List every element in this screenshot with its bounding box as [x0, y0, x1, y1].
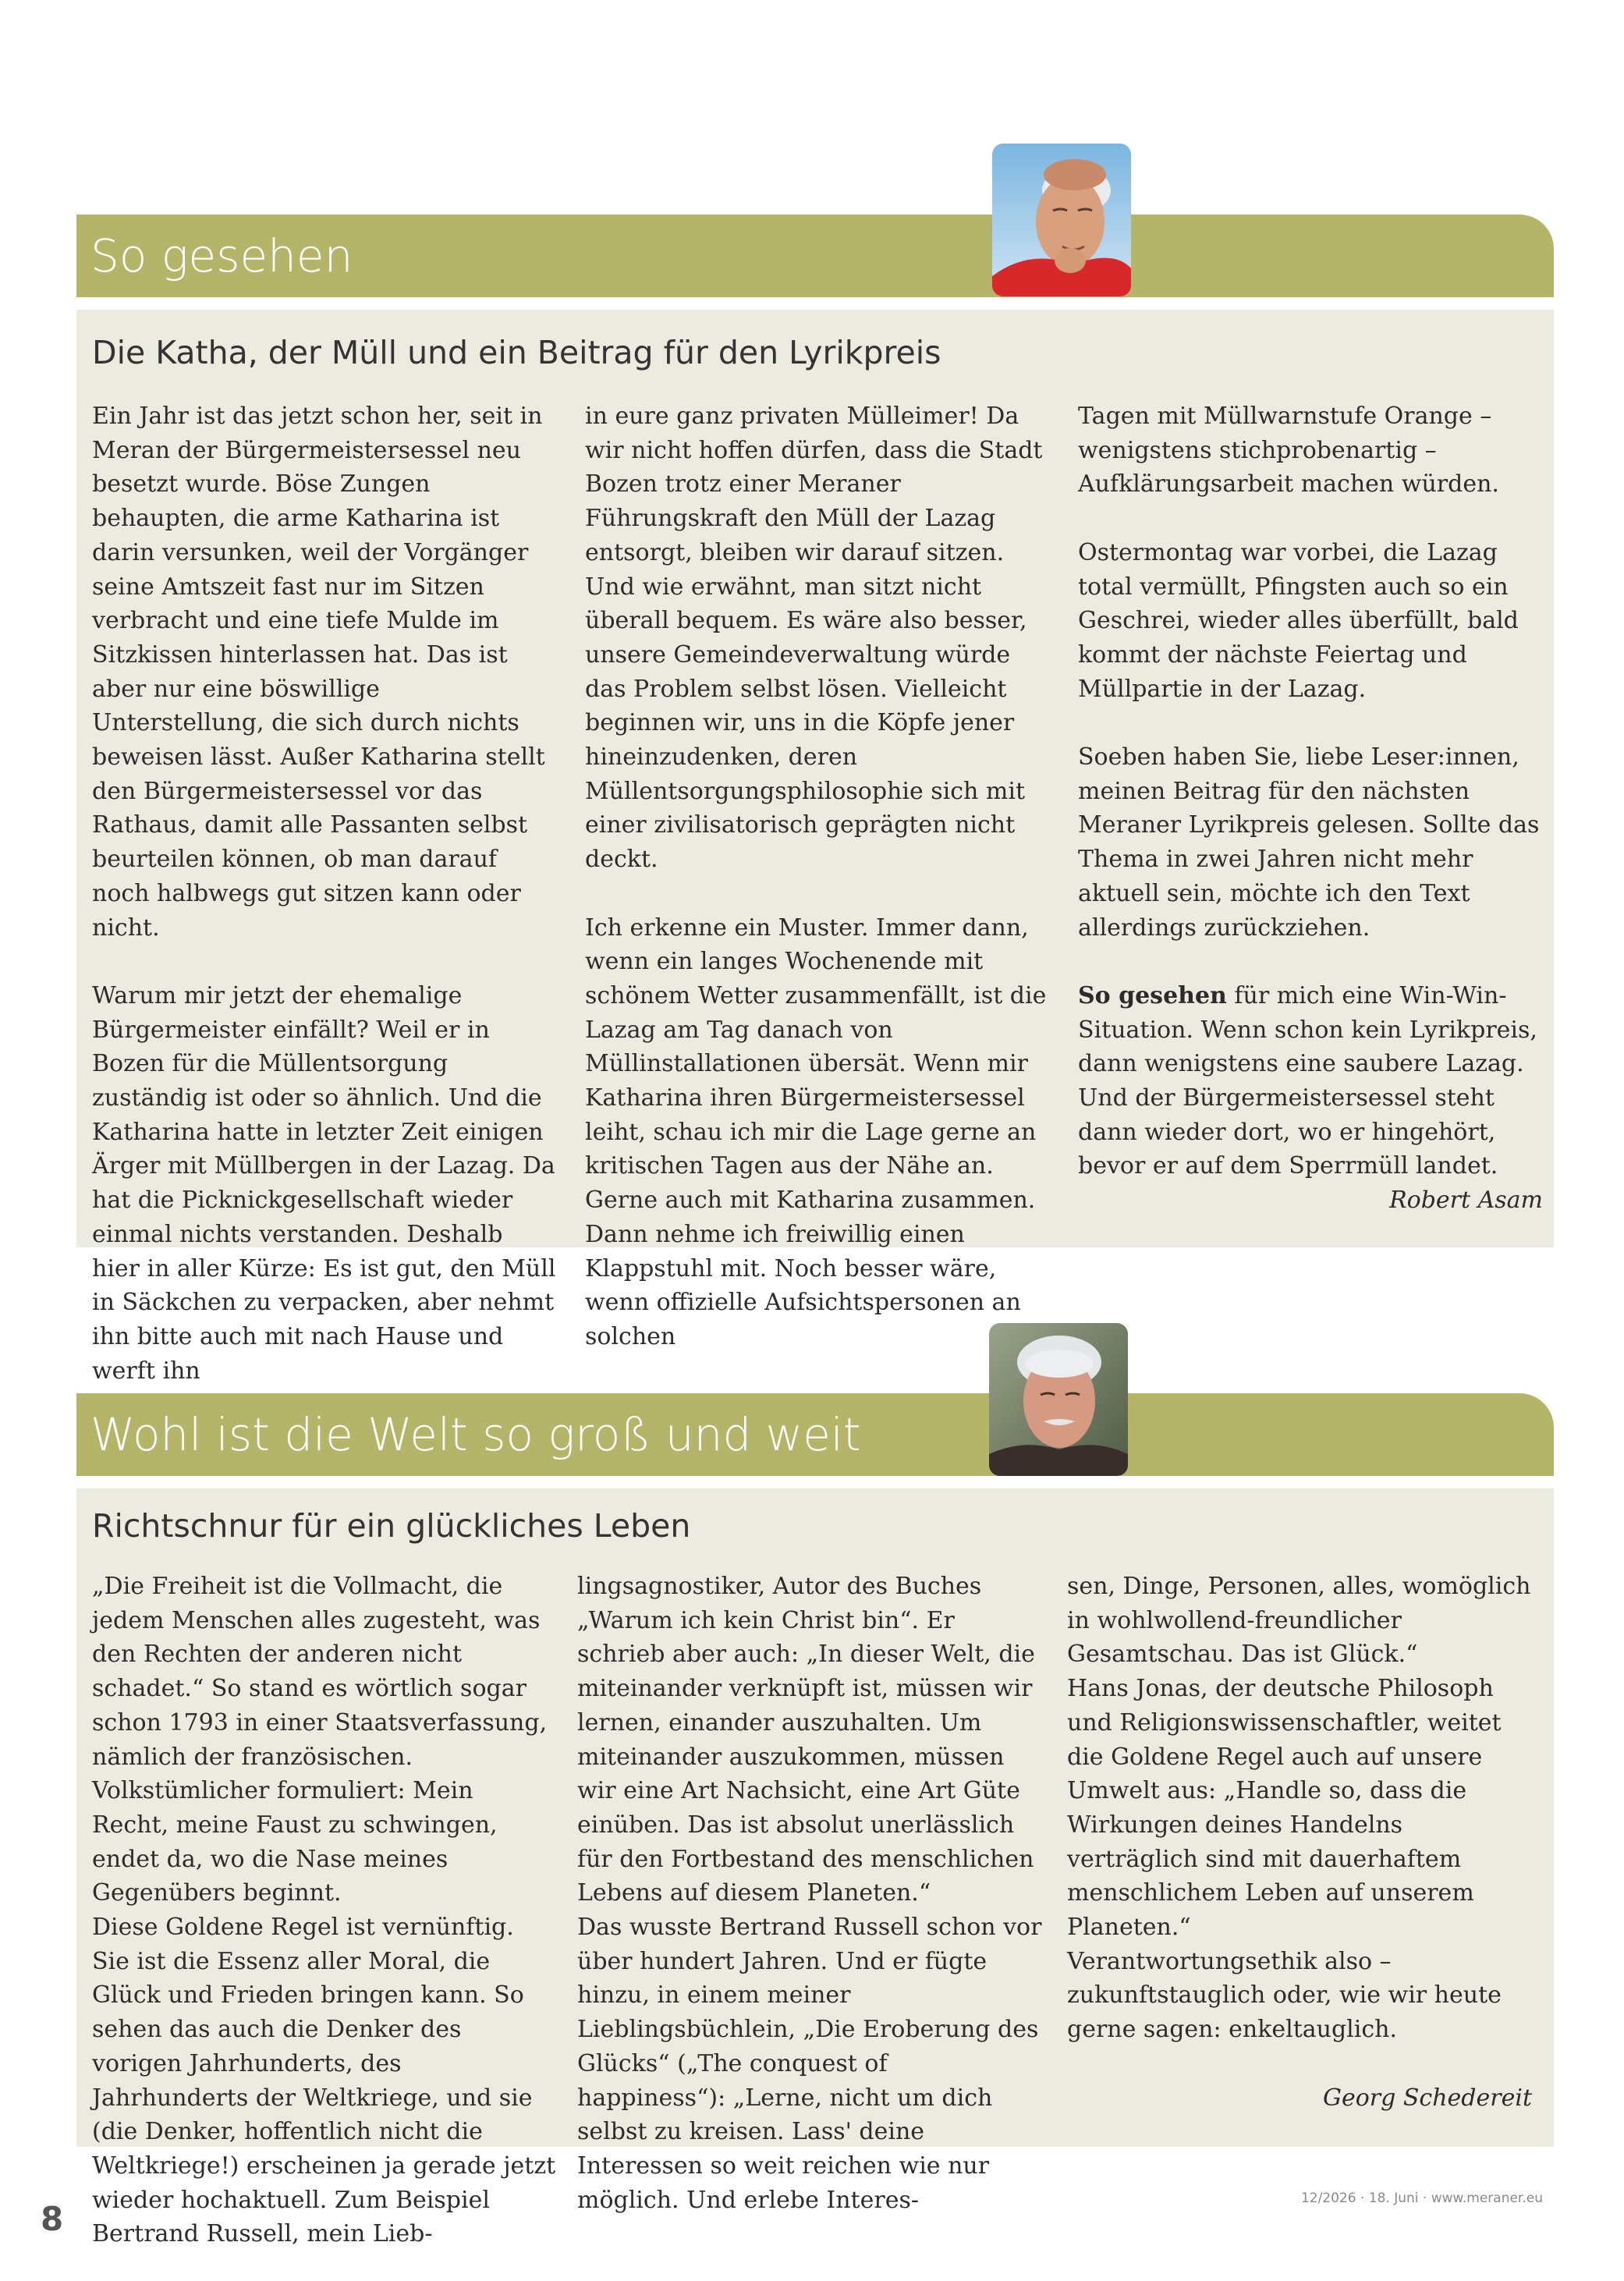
- article-paragraph: lingsagnostiker, Autor des Buches „Warum ich kein Christ bin“. Er schrieb aber auch: „In dieser Welt, die miteinander verknüpft ist, müssen wir lernen, einander auszuhalten. Um miteinander auszukommen, müssen wir eine Art Nachsicht, eine Art Güte einüben. Das ist absolut unerlässlich für den Fortbestand des menschlichen Lebens auf diesem Planeten.“: [577, 1573, 1035, 1907]
- section-title: So gesehen: [90, 229, 353, 282]
- article-paragraph: Warum mir jetzt der ehemalige Bürgermeister einfällt? Weil er in Bozen für die Müllentsorgung zuständig ist oder so ähnlich. Und die Katharina hatte in letzter Zeit einigen Ärger mit Müllbergen in der Lazag. Da hat die Picknickgesellschaft wieder einmal nichts verstanden. Deshalb hier in aller Kürze: Es ist gut, den Müll in Säckchen zu verpacken, aber nehmt ihn bitte auch mit nach Hause und werft ihn: [92, 981, 556, 1385]
- article-paragraph: Diese Goldene Regel ist vernünftig. Sie ist die Essenz aller Moral, die Glück und Frieden bringen kann. So sehen das auch die Denker des vorigen Jahrhunderts, des Jahrhunderts der Weltkriege, und sie (die Denker, hoffentlich nicht die Weltkriege!) erscheinen ja gerade jetzt wieder hochaktuell. Zum Beispiel Bertrand Russell, mein Lieb-: [92, 1914, 556, 2248]
- article-paragraph: Verantwortungsethik also – zukunftstauglich oder, wie wir heute gerne sagen: enkeltauglich.: [1067, 1947, 1502, 2044]
- article-column-1: [92, 1570, 557, 2251]
- article-paragraph: Ostermontag war vorbei, die Lazag total vermüllt, Pfingsten auch so ein Geschrei, wieder alles überfüllt, bald kommt der nächste Feiertag und Müllpartie in der Lazag.: [1078, 538, 1519, 703]
- article-paragraph: Hans Jonas, der deutsche Philosoph und Religionswissenschaftler, weitet die Goldene Regel auch auf unsere Umwelt aus: „Handle so, dass die Wirkungen deines Handelns verträglich sind mit dauerhaftem menschlichem Leben auf unserem Planeten.“: [1067, 1675, 1502, 1942]
- closing-text: für mich eine Win-Win-Situation. Wenn schon kein Lyrikpreis, dann wenigstens eine saubere Lazag. Und der Bürgermeistersessel steht dann wieder dort, wo er hingehört, bevor er auf dem Sperrmüll landet.: [1078, 981, 1537, 1180]
- author-portrait: [992, 144, 1131, 296]
- article-closing-paragraph: [1078, 979, 1543, 1183]
- article-paragraph: Soeben haben Sie, liebe Leser:innen, meinen Beitrag für den nächsten Meraner Lyrikpreis gelesen. Sollte das Thema in zwei Jahren nicht mehr aktuell sein, möchte ich den Text allerdings zurückziehen.: [1078, 743, 1540, 942]
- article-column-3: [1078, 399, 1543, 1218]
- author-byline: Georg Schedereit: [1323, 2084, 1532, 2112]
- article-paragraph: Das wusste Bertrand Russell schon vor über hundert Jahren. Und er fügte hinzu, in einem meiner Lieblingsbüchlein, „Die Eroberung des Glücks“ („The conquest of happiness“): „Lerne, nicht um dich selbst zu kreisen. Lass' deine Interessen so weit reichen wie nur möglich. Und erlebe Interes-: [577, 1914, 1042, 2214]
- article-paragraph: Tagen mit Müllwarnstufe Orange – wenigstens stichprobenartig – Aufklärungsarbeit machen würden.: [1078, 403, 1499, 498]
- article-column-2: [577, 1570, 1042, 2217]
- article-paragraph: Ich erkenne ein Muster. Immer dann, wenn ein langes Wochenende mit schönem Wetter zusammenfällt, ist die Lazag am Tag danach von Müllinstallationen übersät. Wenn mir Katharina ihren Bürgermeistersessel leiht, schau ich mir die Lage gerne an kritischen Tagen aus der Nähe an. Gerne auch mit Katharina zusammen. Dann nehme ich freiwillig einen Klappstuhl mit. Noch besser wäre, wenn offizielle Aufsichtspersonen an solchen: [585, 913, 1047, 1350]
- author-portrait: [989, 1323, 1128, 1476]
- article-headline: Richtschnur für ein glückliches Leben: [92, 1507, 691, 1545]
- article-paragraph: „Die Freiheit ist die Vollmacht, die jedem Menschen alles zugesteht, was den Rechten der anderen nicht schadet.“ So stand es wörtlich sogar schon 1793 in einer Staatsverfassung, nämlich der französischen. Volkstümlicher formuliert: Mein Recht, meine Faust zu schwingen, endet da, wo die Nase meines Gegenübers beginnt.: [92, 1573, 548, 1907]
- article-paragraph: Ein Jahr ist das jetzt schon her, seit in Meran der Bürgermeistersessel neu besetzt wurde. Böse Zungen behaupten, die arme Katharina ist darin versunken, weil der Vorgänger seine Amtszeit fast nur im Sitzen verbracht und eine tiefe Mulde im Sitzkissen hinterlassen hat. Das ist aber nur eine böswillige Unterstellung, die sich durch nichts beweisen lässt. Außer Katharina stellt den Bürgermeistersessel vor das Rathaus, damit alle Passanten selbst beurteilen können, ob man darauf noch halbwegs gut sitzen kann oder nicht.: [92, 403, 545, 942]
- portrait-image: [989, 1323, 1128, 1476]
- section-title: Wohl ist die Welt so groß und weit: [90, 1408, 861, 1461]
- article-column-3: [1067, 1570, 1532, 2115]
- article-headline: Die Katha, der Müll und ein Beitrag für den Lyrikpreis: [92, 334, 941, 371]
- article-column-2: [585, 399, 1050, 1354]
- article-paragraph: sen, Dinge, Personen, alles, womöglich in wohlwollend-freundlicher Gesamtschau. Das ist Glück.“: [1067, 1573, 1531, 1669]
- article-paragraph: in eure ganz privaten Mülleimer! Da wir nicht hoffen dürfen, dass die Stadt Bozen trotz einer Meraner Führungskraft den Müll der Lazag entsorgt, bleiben wir darauf sitzen. Und wie erwähnt, man sitzt nicht überall bequem. Es wäre also besser, unsere Gemeindeverwaltung würde das Problem selbst lösen. Vielleicht beginnen wir, uns in die Köpfe jener hineinzudenken, deren Müllentsorgungsphilosophie sich mit einer zivilisatorisch geprägten nicht deckt.: [585, 403, 1043, 874]
- issue-footer: 12/2026 · 18. Juni · www.meraner.eu: [1300, 2191, 1543, 2206]
- article-column-1: [92, 399, 557, 1388]
- section-header-so-gesehen: [76, 215, 1554, 297]
- author-byline: Robert Asam: [1389, 1187, 1543, 1215]
- page-number: 8: [41, 2200, 64, 2238]
- closing-bold-phrase: So gesehen: [1078, 981, 1227, 1009]
- section-header-wohl-ist-die-welt: [76, 1393, 1554, 1476]
- portrait-image: [992, 144, 1131, 296]
